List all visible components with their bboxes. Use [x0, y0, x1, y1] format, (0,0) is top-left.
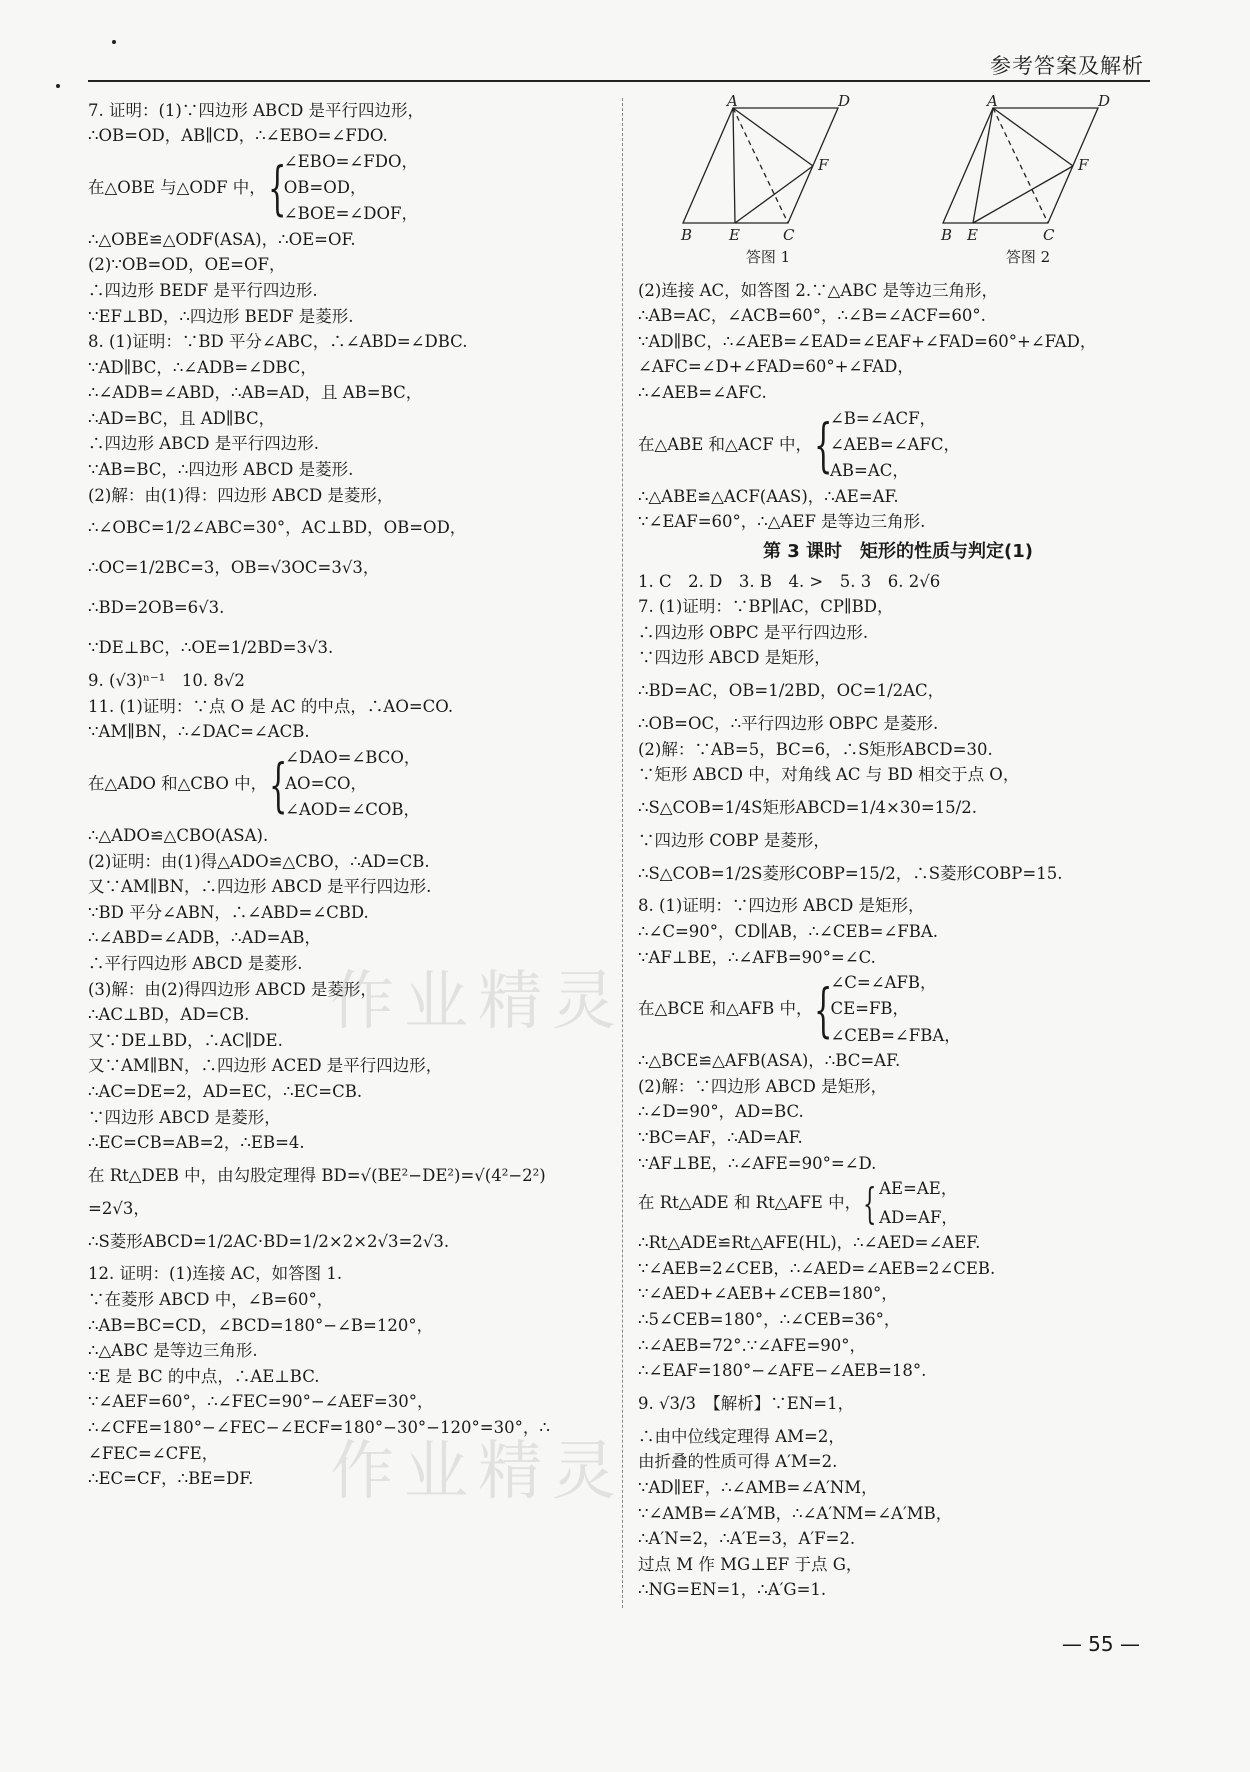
condition-group — [638, 406, 1158, 484]
text-line: ∵∠AEB=2∠CEB，∴∠AED=∠AEB=2∠CEB. — [638, 1258, 996, 1278]
text-line: ∴由中位线定理得 AM=2， — [638, 1426, 845, 1446]
point-label: C — [783, 226, 795, 244]
text-line: (2)连接 AC，如答图 2.∵△ABC 是等边三角形， — [638, 280, 999, 300]
text-line: ∴OB=OD，AB∥CD，∴∠EBO=∠FDO. — [88, 126, 388, 146]
header-title: 参考答案及解析 — [990, 54, 1144, 78]
right-column — [638, 92, 1158, 1603]
text-line: ∵矩形 ABCD 中，对角线 AC 与 BD 相交于点 O， — [638, 765, 1020, 785]
text-line: (3)解：由(2)得四边形 ABCD 是菱形， — [88, 979, 377, 999]
text-line: ∴AC=DE=2，AD=EC，∴EC=CB. — [88, 1081, 363, 1101]
text-line: ∴EC=CF，∴BE=DF. — [88, 1469, 254, 1489]
point-label: E — [967, 226, 978, 244]
text-line: 8. (1)证明：∵BD 平分∠ABC，∴∠ABD=∠DBC. — [88, 332, 468, 352]
condition-item: ∠DAO=∠BCO， — [285, 748, 421, 768]
figure-caption: 答图 2 — [1005, 248, 1051, 266]
header-rule — [88, 80, 1150, 82]
text-line: ∵AD∥BC，∴∠ADB=∠DBC， — [88, 357, 317, 377]
condition-group — [638, 1177, 1158, 1231]
text-line: ∵BD 平分∠ABN，∴∠ABD=∠CBD. — [88, 902, 369, 922]
text-line: ∵E 是 BC 的中点，∴AE⊥BC. — [88, 1366, 320, 1386]
text-line: ∴∠EAF=180°−∠AFE−∠AEB=18°. — [638, 1361, 927, 1381]
text-line: 又∵DE⊥BD，∴AC∥DE. — [88, 1030, 283, 1050]
condition-item: AO=CO， — [285, 774, 368, 794]
text-line: 在 Rt△DEB 中，由勾股定理得 BD=√(BE²−DE²)=√(4²−2²) — [88, 1165, 546, 1185]
text-line: ∠AFC=∠D+∠FAD=60°+∠FAD， — [638, 357, 914, 377]
text-line: ∴∠ABD=∠ADB，∴AD=AB， — [88, 928, 322, 948]
text-line: ∴平行四边形 ABCD 是菱形. — [88, 954, 303, 974]
text-line: 9. √3/3 【解析】∵EN=1， — [638, 1393, 855, 1413]
brace-icon: { — [267, 154, 287, 223]
text-line: ∴BD=AC，OB=1/2BD，OC=1/2AC， — [638, 681, 945, 701]
condition-prefix: 在△OBE 与△ODF 中， — [88, 177, 266, 197]
condition-item: AD=AF， — [879, 1207, 958, 1227]
text-line: ∵四边形 COBP 是菱形， — [638, 830, 830, 850]
condition-prefix: 在 Rt△ADE 和 Rt△AFE 中， — [638, 1193, 862, 1213]
corner-dot — [56, 84, 60, 88]
condition-item: ∠EBO=∠FDO， — [283, 151, 418, 171]
text-line: ∵EF⊥BD，∴四边形 BEDF 是菱形. — [88, 306, 354, 326]
text-line: ∵四边形 ABCD 是菱形， — [88, 1107, 281, 1127]
text-line: ∴△ABE≌△ACF(AAS)，∴AE=AF. — [638, 486, 899, 506]
text-line: ∵BC=AF，∴AD=AF. — [638, 1128, 803, 1148]
text-line: ∵AF⊥BE，∴∠AFE=90°=∠D. — [638, 1153, 877, 1173]
brace-icon: { — [863, 1178, 877, 1228]
condition-item: CE=FB， — [830, 999, 910, 1019]
figure-1-diagram — [681, 92, 853, 248]
text-line: (2)证明：由(1)得△ADO≌△CBO，∴AD=CB. — [88, 851, 430, 871]
figure-1 — [681, 92, 853, 274]
text-line: (2)∵OB=OD，OE=OF， — [88, 255, 286, 275]
point-label: A — [987, 92, 998, 110]
condition-item: ∠BOE=∠DOF， — [283, 204, 418, 224]
text-line: ∴∠ADB=∠ABD，∴AB=AD，且 AB=BC， — [88, 383, 423, 403]
text-line: ∴OB=OC，∴平行四边形 OBPC 是菱形. — [638, 714, 939, 734]
answer-figures — [638, 92, 1158, 274]
text-line: ∴∠D=90°，AD=BC. — [638, 1102, 804, 1122]
text-line: ∴NG=EN=1，∴A′G=1. — [638, 1580, 827, 1600]
text-line: 12. 证明：(1)连接 AC，如答图 1. — [88, 1264, 343, 1284]
condition-group — [638, 971, 1158, 1049]
point-label: F — [818, 156, 829, 174]
text-line: 11. (1)证明：∵点 O 是 AC 的中点，∴AO=CO. — [88, 696, 454, 716]
text-line: ∠FEC=∠CFE， — [88, 1443, 219, 1463]
point-label: A — [727, 92, 738, 110]
text-line: ∴△ABC 是等边三角形. — [88, 1341, 258, 1361]
point-label: C — [1043, 226, 1055, 244]
text-line: ∴△ADO≌△CBO(ASA). — [88, 826, 269, 846]
watermark: 作业精灵 — [330, 1435, 626, 1509]
text-line: ∴5∠CEB=180°，∴∠CEB=36°， — [638, 1309, 901, 1329]
text-line: ∵AD∥BC，∴∠AEB=∠EAD=∠EAF+∠FAD=60°+∠FAD， — [638, 331, 1097, 351]
brace-icon: { — [269, 750, 288, 819]
text-line: ∴∠OBC=1/2∠ABC=30°，AC⊥BD，OB=OD， — [88, 518, 467, 538]
corner-dot — [112, 40, 116, 44]
condition-item: OB=OD， — [283, 177, 367, 197]
point-label: E — [729, 226, 740, 244]
text-line: ∴A′N=2，∴A′E=3，A′F=2. — [638, 1529, 856, 1549]
point-label: F — [1078, 156, 1089, 174]
text-line: ∴EC=CB=AB=2，∴EB=4. — [88, 1133, 305, 1153]
text-line: (2)解：∵AB=5，BC=6，∴S矩形ABCD=30. — [638, 739, 993, 759]
text-line: ∴∠CFE=180°−∠FEC−∠ECF=180°−30°−120°=30°，∴ — [88, 1417, 550, 1437]
text-line: ∴AB=BC=CD，∠BCD=180°−∠B=120°， — [88, 1315, 434, 1335]
text-line: ∵AB=BC，∴四边形 ABCD 是菱形. — [88, 460, 354, 480]
text-line: ∴S菱形ABCD=1/2AC·BD=1/2×2×2√3=2√3. — [88, 1231, 450, 1251]
text-line: ∴S△COB=1/2S菱形COBP=15/2，∴S菱形COBP=15. — [638, 863, 1063, 883]
point-label: B — [681, 226, 693, 244]
condition-item: ∠AEB=∠AFC， — [829, 434, 961, 454]
text-line: ∴∠AEB=∠AFC. — [638, 382, 767, 402]
text-line: (2)解：由(1)得：四边形 ABCD 是菱形， — [88, 485, 394, 505]
point-label: D — [838, 92, 851, 110]
figure-2 — [941, 92, 1113, 274]
text-line: ∴Rt△ADE≌Rt△AFE(HL)，∴∠AED=∠AEF. — [638, 1233, 981, 1253]
column-divider — [622, 98, 623, 1608]
text-line: 1. C 2. D 3. B 4. > 5. 3 6. 2√6 — [638, 571, 941, 591]
text-line: ∵∠AMB=∠A′MB，∴∠A′NM=∠A′MB， — [638, 1503, 953, 1523]
text-line: ∴AC⊥BD，AD=CB. — [88, 1005, 250, 1025]
text-line: ∵AF⊥BE，∴∠AFB=90°=∠C. — [638, 947, 876, 967]
text-line: ∵AM∥BN，∴∠DAC=∠ACB. — [88, 722, 310, 742]
section-title: 第 3 课时 矩形的性质与判定(1) — [762, 541, 1034, 563]
text-line: ∴△OBE≌△ODF(ASA)，∴OE=OF. — [88, 229, 356, 249]
text-line: ∴四边形 ABCD 是平行四边形. — [88, 434, 319, 454]
brace-icon: { — [813, 410, 833, 479]
condition-item: ∠C=∠AFB， — [830, 973, 937, 993]
condition-item: ∠AOD=∠COB， — [285, 800, 421, 820]
left-column — [88, 98, 613, 1492]
text-line: ∵∠AEF=60°，∴∠FEC=90°−∠AEF=30°， — [88, 1392, 434, 1412]
text-line: ∴四边形 BEDF 是平行四边形. — [88, 280, 318, 300]
text-line: 又∵AM∥BN，∴四边形 ABCD 是平行四边形. — [88, 877, 432, 897]
page-number: — 55 — — [1061, 1632, 1140, 1656]
figure-2-diagram — [941, 92, 1113, 248]
text-line: ∴△BCE≌△AFB(ASA)，∴BC=AF. — [638, 1051, 901, 1071]
text-line: ∴OC=1/2BC=3，OB=√3OC=3√3， — [88, 558, 380, 578]
text-line: ∴AD=BC，且 AD∥BC， — [88, 408, 276, 428]
text-line: ∴S△COB=1/4S矩形ABCD=1/4×30=15/2. — [638, 798, 977, 818]
text-line: ∴四边形 OBPC 是平行四边形. — [638, 622, 869, 642]
text-line: 又∵AM∥BN，∴四边形 ACED 是平行四边形， — [88, 1056, 443, 1076]
text-line: ∵在菱形 ABCD 中，∠B=60°， — [88, 1289, 334, 1309]
text-line: 7. 证明：(1)∵四边形 ABCD 是平行四边形， — [88, 100, 425, 120]
point-label: D — [1098, 92, 1111, 110]
text-line: ∵四边形 ABCD 是矩形， — [638, 648, 831, 668]
text-line: ∵∠AED+∠AEB+∠CEB=180°， — [638, 1284, 898, 1304]
condition-prefix: 在△BCE 和△AFB 中， — [638, 999, 813, 1019]
figure-caption: 答图 1 — [745, 248, 791, 266]
condition-item: ∠CEB=∠FBA， — [830, 1025, 961, 1045]
condition-item: AE=AE， — [879, 1179, 958, 1199]
text-line: 由折叠的性质可得 A′M=2. — [638, 1452, 838, 1472]
condition-item: ∠B=∠ACF， — [829, 408, 937, 428]
text-line: 8. (1)证明：∵四边形 ABCD 是矩形， — [638, 896, 925, 916]
text-line: ∴∠AEB=72°.∵∠AFE=90°， — [638, 1335, 867, 1355]
condition-group — [88, 149, 613, 227]
text-line: ∵∠EAF=60°，∴△AEF 是等边三角形. — [638, 512, 926, 532]
text-line: ∴AB=AC，∠ACB=60°，∴∠B=∠ACF=60°. — [638, 306, 986, 326]
text-line: 9. (√3)ⁿ⁻¹ 10. 8√2 — [88, 671, 245, 691]
text-line: ∴∠C=90°，CD∥AB，∴∠CEB=∠FBA. — [638, 922, 939, 942]
brace-icon: { — [814, 975, 833, 1044]
point-label: B — [941, 226, 953, 244]
condition-group — [88, 746, 613, 824]
text-line: ∴BD=2OB=6√3. — [88, 598, 225, 618]
text-line: (2)解：∵四边形 ABCD 是矩形， — [638, 1076, 888, 1096]
condition-item: AB=AC， — [829, 460, 909, 480]
text-line: ∵AD∥EF，∴∠AMB=∠A′NM， — [638, 1477, 878, 1497]
text-line: 7. (1)证明：∵BP∥AC，CP∥BD， — [638, 597, 894, 617]
condition-prefix: 在△ADO 和△CBO 中， — [88, 774, 268, 794]
text-line: ∵DE⊥BC，∴OE=1/2BD=3√3. — [88, 638, 334, 658]
text-line: 过点 M 作 MG⊥EF 于点 G， — [638, 1554, 863, 1574]
watermark: 作业精灵 — [330, 965, 626, 1039]
text-line: =2√3， — [88, 1198, 150, 1218]
condition-prefix: 在△ABE 和△ACF 中， — [638, 434, 812, 454]
